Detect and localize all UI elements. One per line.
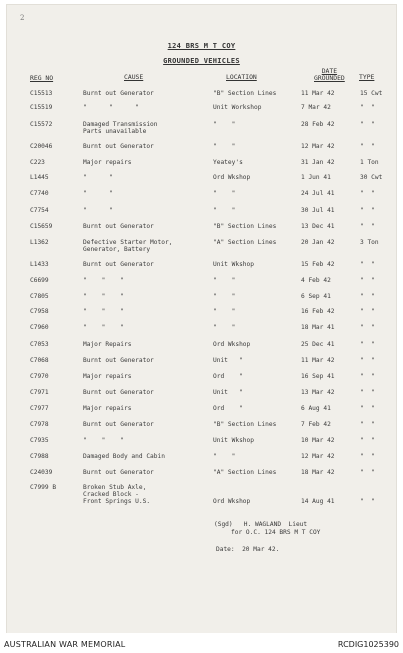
location-cell: Unit Workshop [213,104,262,111]
header-location: LOCATION [226,73,257,81]
type-cell: " " [360,498,375,505]
location-cell: Unit Wkshop [213,437,254,444]
location-cell: " " [213,293,236,300]
unit-title: 124 BRS M T COY [167,42,236,50]
date-cell: 28 Feb 42 [301,121,335,128]
date-cell: 30 Jul 41 [301,207,335,214]
location-cell: "B" Section Lines [213,223,277,230]
date-cell: 11 Mar 42 [301,90,335,97]
cause-cell: " " " [83,308,124,315]
type-cell: " " [360,421,375,428]
type-cell: " " [360,223,375,230]
reg-no-cell: C15519 [30,104,53,111]
reg-no-cell: C7935 [30,437,49,444]
reg-no-cell: C24039 [30,469,53,476]
reg-no-cell: C7999 B [30,484,57,491]
reg-no-cell: L1362 [30,239,49,246]
reg-no-cell: C15659 [30,223,53,230]
footer-bar [0,633,403,653]
reg-no-cell: C7977 [30,405,49,412]
location-cell: Unit " [213,389,243,396]
date-cell: 14 Aug 41 [301,498,335,505]
date-cell: 6 Sep 41 [301,293,331,300]
reg-no-cell: C7978 [30,421,49,428]
type-cell: 1 Ton [360,159,379,166]
reg-no-cell: C7754 [30,207,49,214]
date-cell: 12 Mar 42 [301,453,335,460]
reg-no-cell: C20046 [30,143,53,150]
cause-cell: Major Repairs [83,341,132,348]
cause-cell: " " [83,174,113,181]
corner-mark: 2 [20,14,25,22]
location-cell: "A" Section Lines [213,239,277,246]
date-cell: 6 Aug 41 [301,405,331,412]
cause-cell: Defective Starter Motor, Generator, Battery [83,239,173,253]
type-cell: " " [360,469,375,476]
date-cell: 7 Feb 42 [301,421,331,428]
location-cell: Ord " [213,373,243,380]
location-cell: " " [213,277,236,284]
location-cell: " " [213,207,236,214]
date-cell: 13 Mar 42 [301,389,335,396]
date-cell: 10 Mar 42 [301,437,335,444]
date-cell: 18 Mar 42 [301,469,335,476]
reg-no-cell: C7053 [30,341,49,348]
cause-cell: Major repairs [83,405,132,412]
type-cell: " " [360,389,375,396]
location-cell: " " [213,324,236,331]
cause-cell: " " " [83,437,124,444]
document-date: Date: 20 Mar 42. [216,546,280,553]
cause-cell: Major repairs [83,159,132,166]
document-page [7,5,396,633]
type-cell: " " [360,293,375,300]
cause-cell: " " " [83,324,124,331]
footer-source: AUSTRALIAN WAR MEMORIAL [4,640,126,649]
type-cell: " " [360,277,375,284]
reg-no-cell: C6699 [30,277,49,284]
reg-no-cell: C223 [30,159,45,166]
type-cell: " " [360,261,375,268]
reg-no-cell: C15572 [30,121,53,128]
location-cell: "B" Section Lines [213,421,277,428]
date-cell: 11 Mar 42 [301,357,335,364]
location-cell: " " [213,121,236,128]
header-cause: CAUSE [124,73,144,81]
cause-cell: Burnt out Generator [83,389,154,396]
location-cell: Ord Wkshop [213,174,251,181]
cause-cell: Burnt out Generator [83,469,154,476]
cause-cell: Burnt out Generator [83,357,154,364]
footer-id: RCDIG1025390 [337,640,399,649]
reg-no-cell: C7988 [30,453,49,460]
date-cell: 25 Dec 41 [301,341,335,348]
cause-cell: " " [83,207,113,214]
document-subtitle: GROUNDED VEHICLES [163,57,240,65]
reg-no-cell: C7960 [30,324,49,331]
type-cell: 15 Cwt [360,90,383,97]
signature-line: (Sgd) H. WAGLAND Lieut [214,521,308,528]
type-cell: " " [360,190,375,197]
date-cell: 20 Jan 42 [301,239,335,246]
location-cell: "A" Section Lines [213,469,277,476]
reg-no-cell: C7971 [30,389,49,396]
reg-no-cell: C7970 [30,373,49,380]
cause-cell: " " [83,190,113,197]
type-cell: " " [360,453,375,460]
location-cell: " " [213,190,236,197]
type-cell: " " [360,437,375,444]
date-cell: 4 Feb 42 [301,277,331,284]
date-cell: 18 Mar 41 [301,324,335,331]
location-cell: Ord Wkshop [213,341,251,348]
cause-cell: Burnt out Generator [83,261,154,268]
type-cell: " " [360,143,375,150]
signature-for-line: for O.C. 124 BRS M T COY [231,529,321,536]
type-cell: " " [360,308,375,315]
location-cell: Yeatey's [213,159,243,166]
type-cell: " " [360,357,375,364]
location-cell: Unit " [213,357,243,364]
type-cell: " " [360,341,375,348]
location-cell: Ord " [213,405,243,412]
date-cell: 1 Jun 41 [301,174,331,181]
reg-no-cell: C15513 [30,90,53,97]
cause-cell: Major repairs [83,373,132,380]
header-date-grounded: DATE GROUNDED [314,67,345,82]
location-cell: Unit Wkshop [213,261,254,268]
type-cell: " " [360,104,375,111]
reg-no-cell: C7068 [30,357,49,364]
date-cell: 16 Feb 42 [301,308,335,315]
reg-no-cell: C7958 [30,308,49,315]
date-cell: 31 Jan 42 [301,159,335,166]
reg-no-cell: C7805 [30,293,49,300]
date-cell: 15 Feb 42 [301,261,335,268]
location-cell: " " [213,143,236,150]
date-cell: 24 Jul 41 [301,190,335,197]
type-cell: 3 Ton [360,239,379,246]
header-type: TYPE [359,73,375,81]
date-cell: 7 Mar 42 [301,104,331,111]
type-cell: " " [360,324,375,331]
date-cell: 12 Mar 42 [301,143,335,150]
cause-cell: Damaged Body and Cabin [83,453,165,460]
type-cell: " " [360,207,375,214]
reg-no-cell: L1433 [30,261,49,268]
location-cell: Ord Wkshop [213,498,251,505]
location-cell: "B" Section Lines [213,90,277,97]
date-cell: 16 Sep 41 [301,373,335,380]
reg-no-cell: L1445 [30,174,49,181]
cause-cell: Burnt out Generator [83,90,154,97]
cause-cell: Burnt out Generator [83,223,154,230]
cause-cell: " " " [83,293,124,300]
date-cell: 13 Dec 41 [301,223,335,230]
cause-cell: Burnt out Generator [83,421,154,428]
cause-cell: " " " [83,277,124,284]
cause-cell: Broken Stub Axle, Cracked Block - Front Springs U.S. [83,484,151,505]
location-cell: " " [213,308,236,315]
type-cell: " " [360,373,375,380]
header-reg-no: REG NO [30,74,54,82]
type-cell: " " [360,405,375,412]
reg-no-cell: C7740 [30,190,49,197]
type-cell: 30 Cwt [360,174,383,181]
cause-cell: " " " [83,104,139,111]
cause-cell: Damaged Transmission Parts unavailable [83,121,158,135]
type-cell: " " [360,121,375,128]
cause-cell: Burnt out Generator [83,143,154,150]
location-cell: " " [213,453,236,460]
